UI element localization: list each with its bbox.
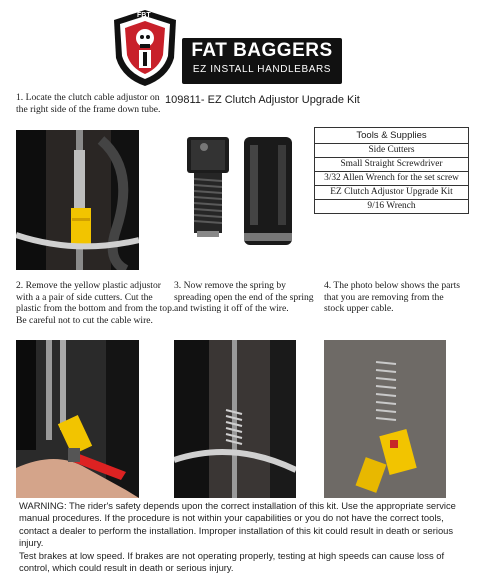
- step-1-text: 1. Locate the clutch cable adjustor on the right side of the frame down tube.: [16, 92, 161, 115]
- tool-item: Small Straight Screwdriver: [315, 157, 468, 171]
- brand-block: [182, 38, 342, 84]
- tools-supplies-table: [314, 127, 469, 214]
- logo-badge: FBT: [137, 12, 151, 19]
- brake-test-paragraph: Test brakes at low speed. If brakes are not operating properly, testing at high speeds can cause loss of control, which could result in death or serious injury.: [19, 549, 445, 574]
- photo-removing-spring: [174, 340, 296, 498]
- shield-emblem-icon: [110, 8, 180, 88]
- fat-baggers-logo: [110, 8, 345, 90]
- tools-header: Tools & Supplies: [356, 130, 427, 141]
- step-2-text: 2. Remove the yellow plastic adjustor with a a pair of side cutters. Cut the plastic from the bottom and from the top. Be careful not to cut the cable wire.: [16, 280, 175, 326]
- step-3-text: 3. Now remove the spring by spreading open the end of the spring and twisting it off of the wire.: [174, 280, 314, 314]
- tool-item: 9/16 Wrench: [315, 199, 468, 213]
- warning-paragraph: WARNING: The rider's safety depends upon the correct installation of this kit. Use the appropriate service manual procedures. If the procedure is not within your capabilities or you do not have the correct tools, contact a dealer to perform the installation. Improper installation of this kit could result in death or serious injury.: [19, 500, 456, 549]
- brand-tagline: EZ INSTALL HANDLEBARS: [192, 64, 332, 75]
- photo-removed-parts: [324, 340, 446, 498]
- safety-warning: [19, 500, 467, 574]
- photo-cutting-adjustor: [16, 340, 139, 498]
- document-title: 109811- EZ Clutch Adjustor Upgrade Kit: [165, 94, 360, 106]
- photo-upgrade-kit-parts: [182, 137, 297, 245]
- photo-clutch-adjustor-location: [16, 130, 139, 270]
- tool-item: 3/32 Allen Wrench for the set screw: [315, 171, 468, 185]
- tool-item: Side Cutters: [315, 143, 468, 157]
- tool-item: EZ Clutch Adjustor Upgrade Kit: [315, 185, 468, 199]
- brand-name: FAT BAGGERS: [191, 40, 333, 61]
- step-4-text: 4. The photo below shows the parts that you are removing from the stock upper cable.: [324, 280, 460, 314]
